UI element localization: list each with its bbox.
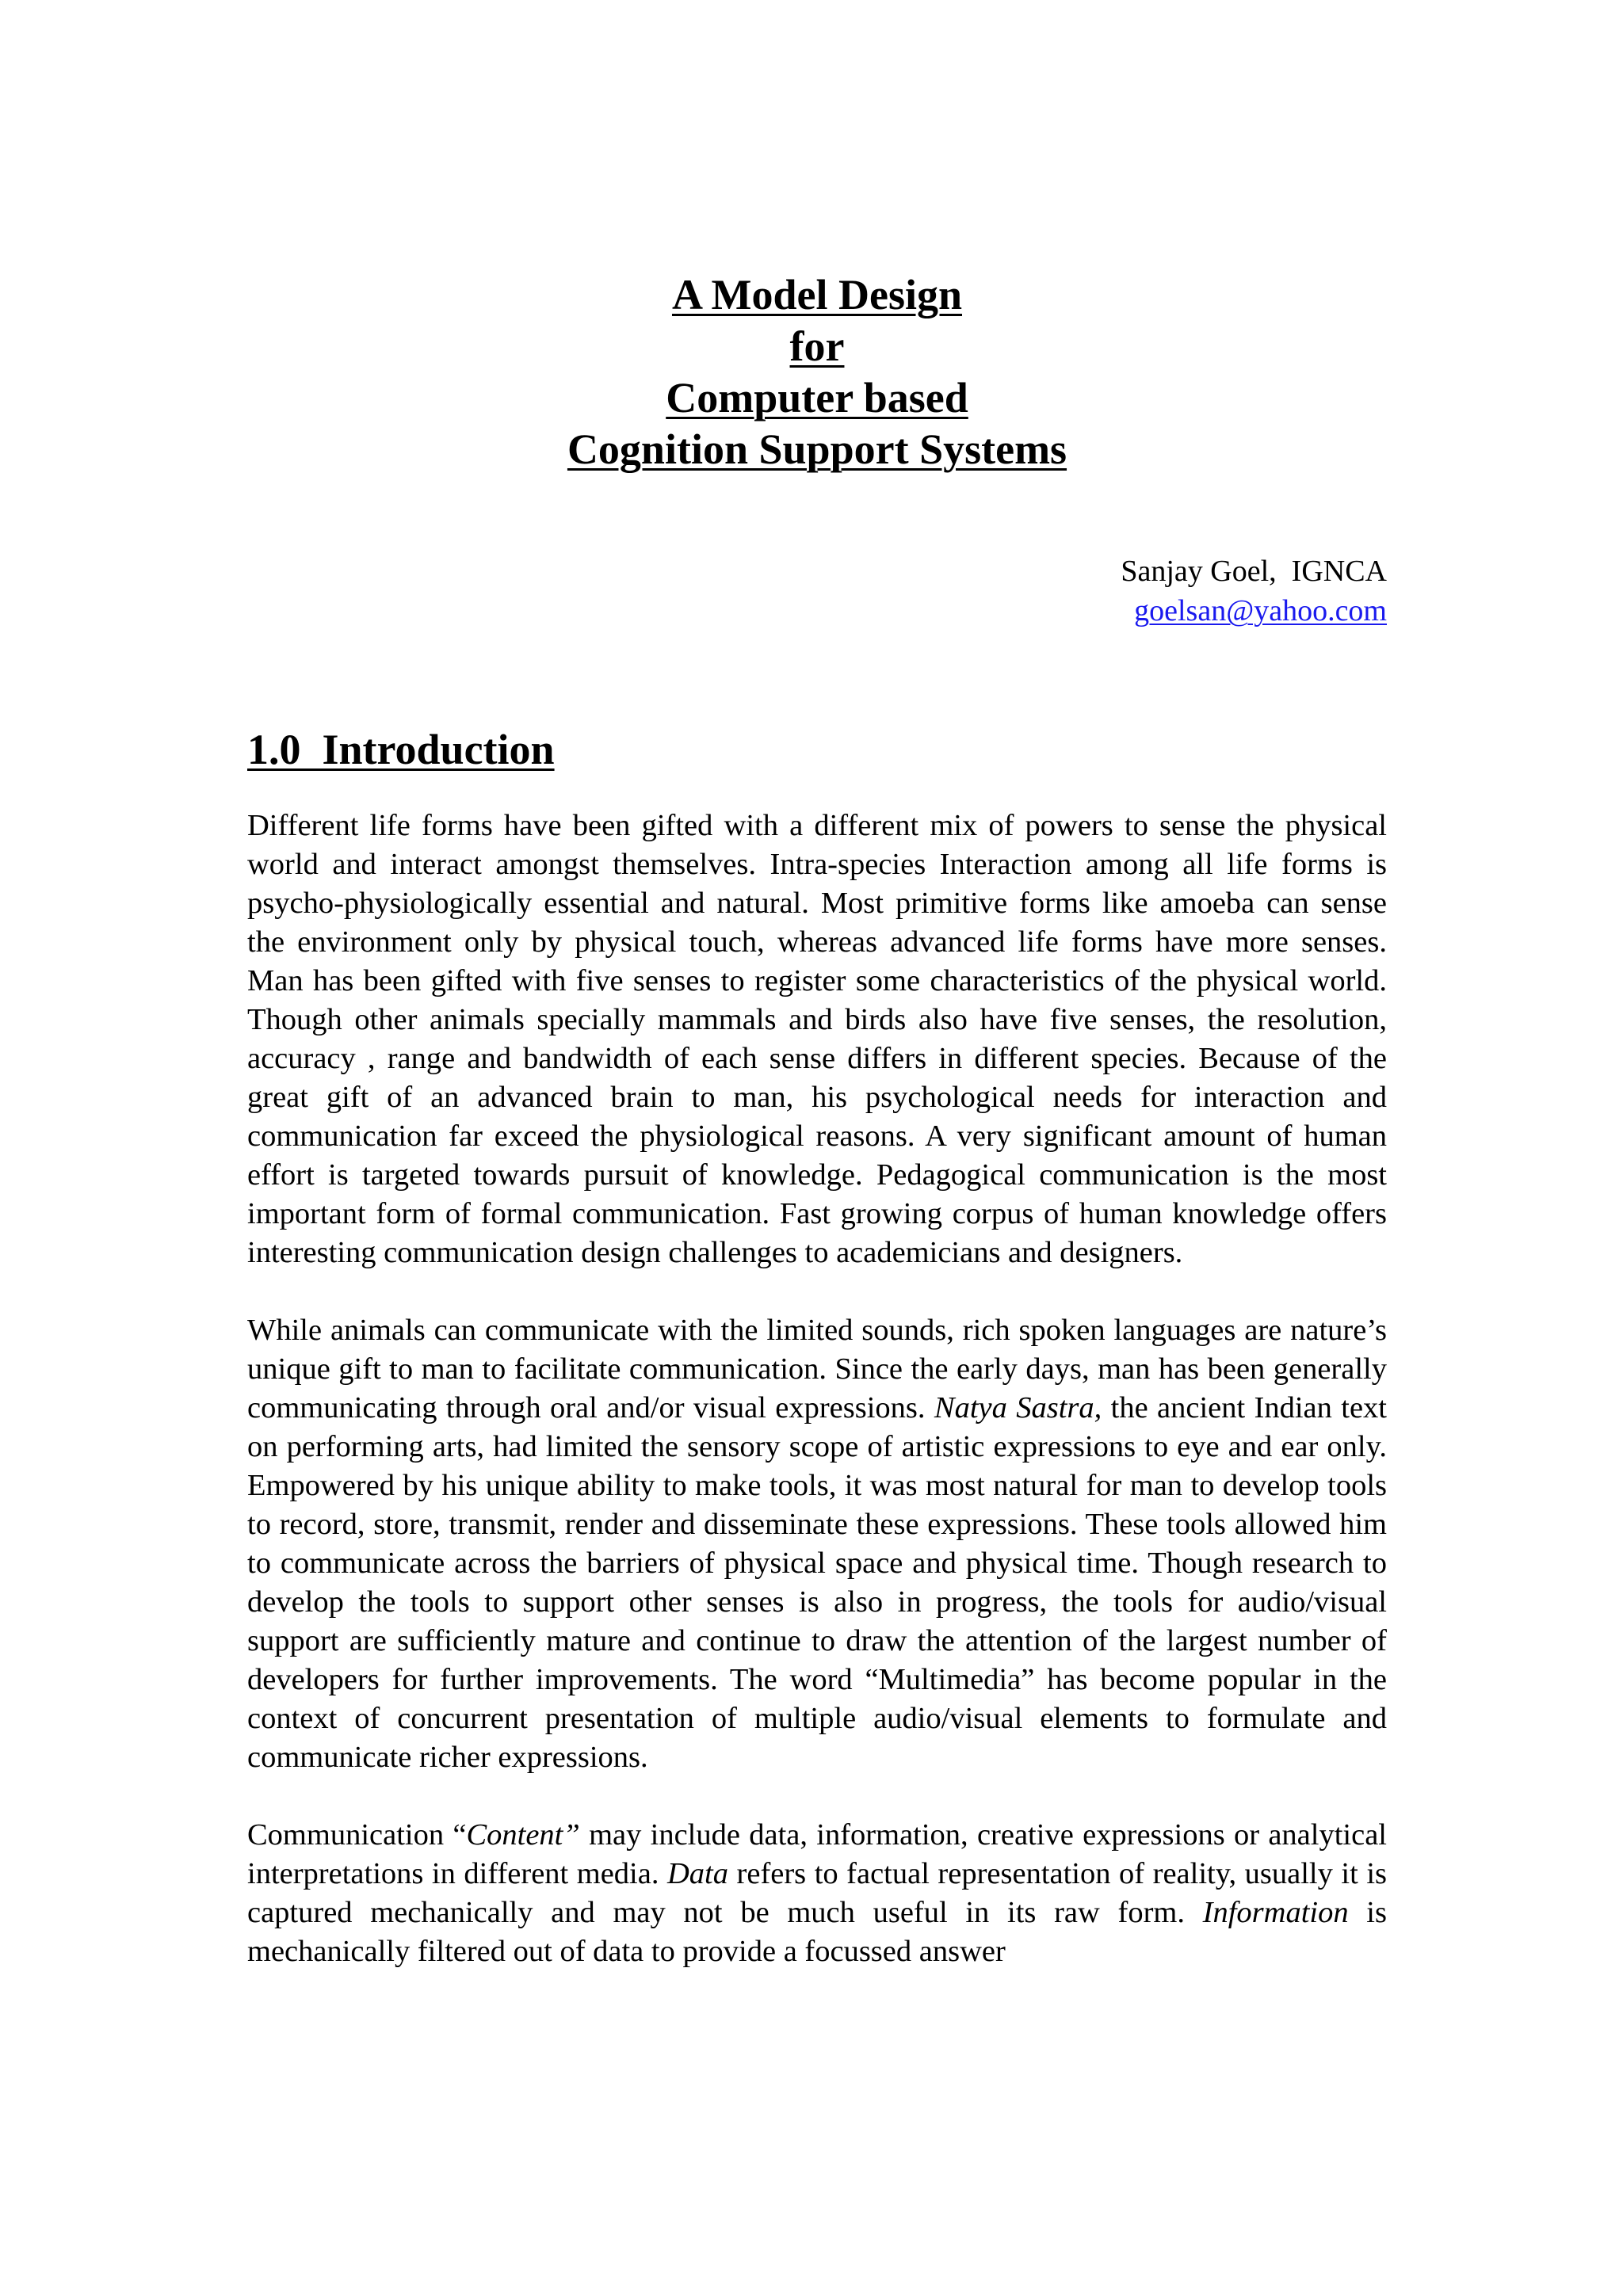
title-line-3: Computer based xyxy=(666,374,968,421)
paragraph-3-text-e: refers to factual representation of reality, usually it is captured mechanically and may not be much useful in its raw form. xyxy=(247,1857,1387,1929)
paragraph-2 xyxy=(247,1311,1387,1777)
paper-title xyxy=(247,269,1387,475)
paragraph-3-text-a: Communication “ xyxy=(247,1818,467,1852)
title-line-1: A Model Design xyxy=(671,271,962,318)
paragraph-3-italic-data: Data xyxy=(667,1857,728,1890)
paragraph-3-text-c: may include data, information, creative expressions or analytical interpretations in different media. xyxy=(247,1818,1387,1890)
paragraph-3 xyxy=(247,1816,1387,1971)
paragraph-2-text-a: While animals can communicate with the limited sounds, rich spoken languages are nature’s unique gift to man to facilitate communication. Since the early days, man has been generally communicating through oral and/or visual expressions. xyxy=(247,1314,1387,1425)
document-page xyxy=(247,269,1387,2010)
paragraph-3-italic-information: Information xyxy=(1202,1896,1349,1929)
author-email-link[interactable]: goelsan@yahoo.com xyxy=(1134,594,1387,627)
section-heading-introduction: 1.0 Introduction xyxy=(247,726,555,773)
paragraph-2-text-c: the ancient Indian text on performing arts, had limited the sensory scope of artistic expressions to eye and ear only. Empowered by his unique ability to make tools, it was most natural for man to develop tools to record, store, transmit, render and disseminate these expressions. These tools allowed him to communicate across the barriers of physical space and physical time. Though research to develop the tools to support other senses is also in progress, the tools for audio/visual support are sufficiently mature and continue to draw the attention of the largest number of developers for further improvements. The word “Multimedia” has become popular in the context of concurrent presentation of multiple audio/visual elements to formulate and communicate richer expressions. xyxy=(247,1391,1387,1774)
paragraph-2-italic-natya-sastra: Natya Sastra, xyxy=(934,1391,1102,1425)
paragraph-1: Different life forms have been gifted with a different mix of powers to sense the physical world and interact amongst themselves. Intra-species Interaction among all life forms is psycho-physiologically essential and natural. Most primitive forms like amoeba can sense the environment only by physical touch, whereas advanced life forms have more senses. Man has been gifted with five senses to register some characteristics of the physical world. Though other animals specially mammals and birds also have five senses, the resolution, accuracy , range and bandwidth of each sense differs in different species. Because of the great gift of an advanced brain to man, his psychological needs for interaction and communication far exceed the physiological reasons. A very significant amount of human effort is targeted towards pursuit of knowledge. Pedagogical communication is the most important form of formal communication. Fast growing corpus of human knowledge offers interesting communication design challenges to academicians and designers. xyxy=(247,809,1387,1269)
author-block xyxy=(247,551,1387,631)
paragraph-3-italic-content: Content” xyxy=(466,1818,580,1852)
title-line-4: Cognition Support Systems xyxy=(567,425,1067,473)
paragraph-3-text-g: is mechanically filtered out of data to provide a focussed answer xyxy=(247,1896,1387,1968)
title-line-2: for xyxy=(789,322,845,370)
author-name: Sanjay Goel, IGNCA xyxy=(1121,555,1387,588)
